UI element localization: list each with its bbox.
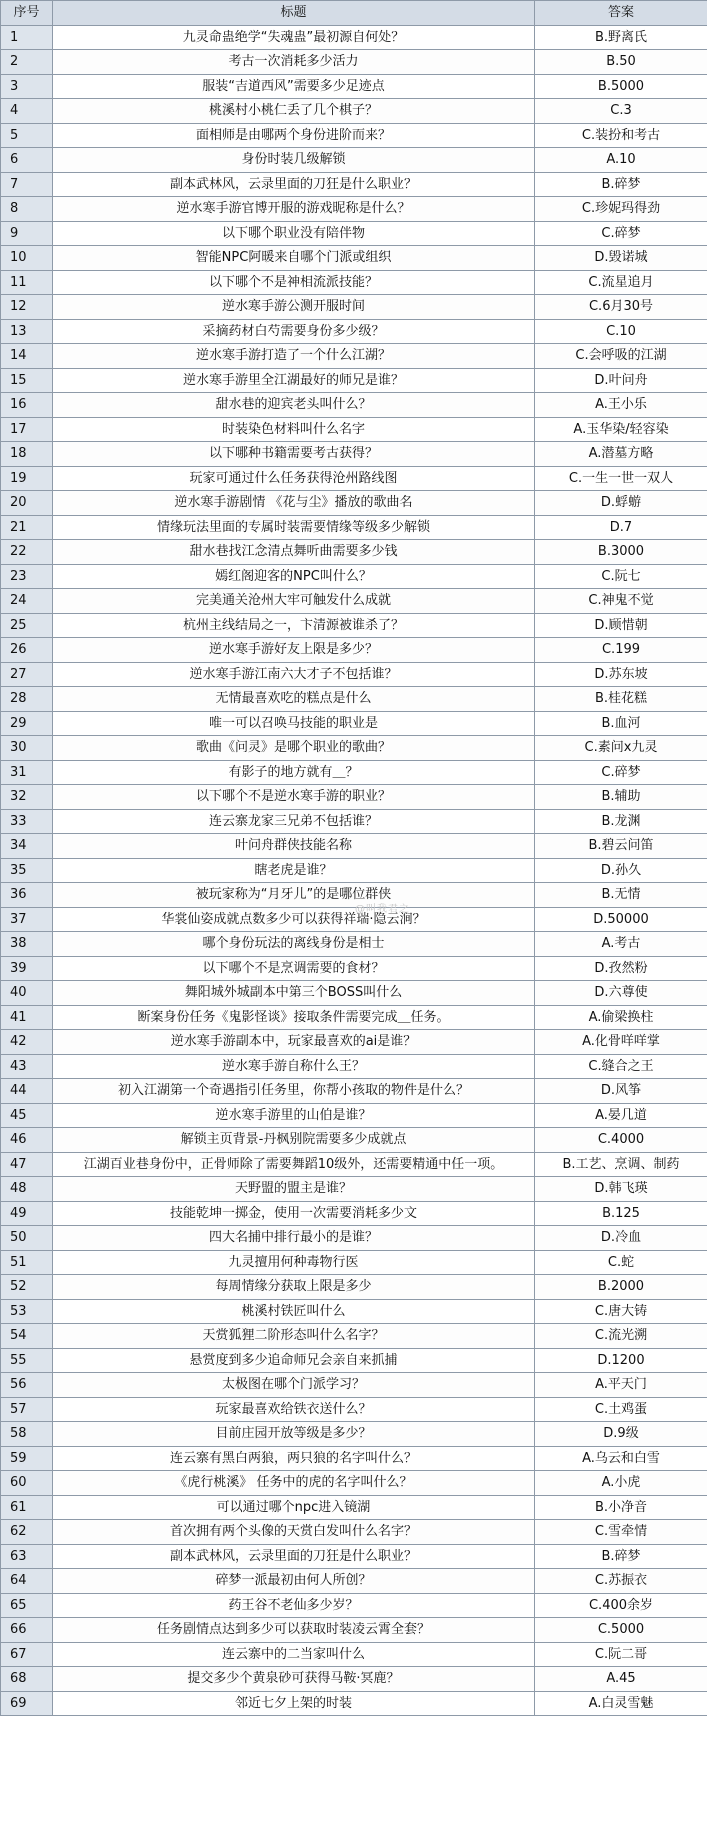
answer-cell: A.王小乐 (535, 393, 707, 418)
question-cell: 《虎行桃溪》 任务中的虎的名字叫什么？ (53, 1471, 535, 1496)
table-row (1, 858, 707, 883)
table-row (1, 1299, 707, 1324)
question-cell: 连云寨龙家三兄弟不包括谁？ (53, 809, 535, 834)
table-row (1, 907, 707, 932)
answer-cell: B.小净音 (535, 1495, 707, 1520)
row-number: 37 (1, 907, 53, 932)
table-row (1, 221, 707, 246)
table-row (1, 172, 707, 197)
answer-cell: D.苏东坡 (535, 662, 707, 687)
row-number: 59 (1, 1446, 53, 1471)
row-number: 22 (1, 540, 53, 565)
answer-cell: A.小虎 (535, 1471, 707, 1496)
answer-cell: C.阮七 (535, 564, 707, 589)
question-cell: 逆水寒手游副本中，玩家最喜欢的ai是谁？ (53, 1030, 535, 1055)
question-cell: 智能NPC阿暖来自哪个门派或组织 (53, 246, 535, 271)
row-number: 8 (1, 197, 53, 222)
answer-cell: A.偷梁换柱 (535, 1005, 707, 1030)
question-cell: 可以通过哪个npc进入镜湖 (53, 1495, 535, 1520)
question-cell: 任务剧情点达到多少可以获取时装凌云霄全套？ (53, 1618, 535, 1643)
question-cell: 杭州主线结局之一，卞清源被谁杀了？ (53, 613, 535, 638)
question-cell: 以下哪个职业没有陪伴物 (53, 221, 535, 246)
question-cell: 悬赏度到多少追命师兄会亲自来抓捕 (53, 1348, 535, 1373)
question-cell: 被玩家称为“月牙儿”的是哪位群侠 (53, 883, 535, 908)
answer-cell: A.10 (535, 148, 707, 173)
row-number: 38 (1, 932, 53, 957)
question-cell: 甜水巷找江念清点舞听曲需要多少钱 (53, 540, 535, 565)
row-number: 23 (1, 564, 53, 589)
table-row (1, 1446, 707, 1471)
table-row (1, 368, 707, 393)
row-number: 4 (1, 99, 53, 124)
row-number: 12 (1, 295, 53, 320)
question-cell: 采摘药材白芍需要身份多少级？ (53, 319, 535, 344)
table-row (1, 736, 707, 761)
row-number: 46 (1, 1128, 53, 1153)
question-cell: 首次拥有两个头像的天赏白发叫什么名字？ (53, 1520, 535, 1545)
question-cell: 桃溪村铁匠叫什么 (53, 1299, 535, 1324)
question-cell: 副本武林风，云录里面的刀狂是什么职业？ (53, 172, 535, 197)
table-row (1, 1471, 707, 1496)
row-number: 49 (1, 1201, 53, 1226)
question-cell: 太极图在哪个门派学习？ (53, 1373, 535, 1398)
table-row (1, 1593, 707, 1618)
table-row (1, 1005, 707, 1030)
row-number: 32 (1, 785, 53, 810)
row-number: 30 (1, 736, 53, 761)
table-row (1, 1495, 707, 1520)
question-cell: 每周情缘分获取上限是多少 (53, 1275, 535, 1300)
row-number: 16 (1, 393, 53, 418)
row-number: 56 (1, 1373, 53, 1398)
table-row (1, 148, 707, 173)
watermark: @叫我君之 (355, 904, 410, 915)
question-cell: 断案身份任务《鬼影怪谈》接取条件需要完成＿任务。 (53, 1005, 535, 1030)
question-cell: 有影子的地方就有＿？ (53, 760, 535, 785)
answer-cell: C.10 (535, 319, 707, 344)
answer-cell: D.冷血 (535, 1226, 707, 1251)
row-number: 69 (1, 1691, 53, 1716)
table-row (1, 1152, 707, 1177)
question-cell: 逆水寒手游好友上限是多少？ (53, 638, 535, 663)
row-number: 13 (1, 319, 53, 344)
answer-cell: A.乌云和白雪 (535, 1446, 707, 1471)
table-row (1, 246, 707, 271)
answer-cell: B.血河 (535, 711, 707, 736)
table-row (1, 981, 707, 1006)
table-body (1, 25, 707, 1716)
row-number: 39 (1, 956, 53, 981)
answer-cell: A.潜墓方略 (535, 442, 707, 467)
table-row (1, 515, 707, 540)
question-cell: 玩家可通过什么任务获得沧州路线图 (53, 466, 535, 491)
question-cell: 九灵擅用何种毒物行医 (53, 1250, 535, 1275)
row-number: 34 (1, 834, 53, 859)
question-cell: 华裳仙姿成就点数多少可以获得祥瑞·隐云涧？ (53, 907, 535, 932)
answer-cell: C.蛇 (535, 1250, 707, 1275)
row-number: 53 (1, 1299, 53, 1324)
answer-cell: D.1200 (535, 1348, 707, 1373)
table-row (1, 1569, 707, 1594)
table-row (1, 1520, 707, 1545)
answer-cell: D.9级 (535, 1422, 707, 1447)
answer-cell: A.晏几道 (535, 1103, 707, 1128)
table-row (1, 564, 707, 589)
question-cell: 逆水寒手游官博开服的游戏昵称是什么？ (53, 197, 535, 222)
table-row (1, 491, 707, 516)
table-row (1, 197, 707, 222)
row-number: 29 (1, 711, 53, 736)
question-cell: 玩家最喜欢给铁衣送什么？ (53, 1397, 535, 1422)
answer-cell: C.会呼吸的江湖 (535, 344, 707, 369)
table-row (1, 393, 707, 418)
question-cell: 九灵命蛊绝学“失魂蛊”最初源自何处？ (53, 25, 535, 50)
question-cell: 以下哪个不是逆水寒手游的职业？ (53, 785, 535, 810)
table-row (1, 295, 707, 320)
answer-cell: A.玉华染/轻容染 (535, 417, 707, 442)
table-row (1, 123, 707, 148)
row-number: 62 (1, 1520, 53, 1545)
answer-cell: D.叶问舟 (535, 368, 707, 393)
table-row (1, 319, 707, 344)
question-cell: 邻近七夕上架的时装 (53, 1691, 535, 1716)
row-number: 61 (1, 1495, 53, 1520)
table-row (1, 99, 707, 124)
answer-cell: C.装扮和考古 (535, 123, 707, 148)
row-number: 57 (1, 1397, 53, 1422)
question-cell: 连云寨有黑白两狼，两只狼的名字叫什么？ (53, 1446, 535, 1471)
answer-cell: C.素问x九灵 (535, 736, 707, 761)
table-row (1, 50, 707, 75)
answer-cell: B.无情 (535, 883, 707, 908)
question-cell: 唯一可以召唤马技能的职业是 (53, 711, 535, 736)
table-row (1, 74, 707, 99)
row-number: 36 (1, 883, 53, 908)
question-cell: 歌曲《问灵》是哪个职业的歌曲？ (53, 736, 535, 761)
question-cell: 服装“吉道西风”需要多少足迹点 (53, 74, 535, 99)
row-number: 43 (1, 1054, 53, 1079)
table-row (1, 25, 707, 50)
table-row (1, 1397, 707, 1422)
row-number: 9 (1, 221, 53, 246)
answer-cell: C.唐大铸 (535, 1299, 707, 1324)
question-cell: 以下哪个不是烹调需要的食材？ (53, 956, 535, 981)
answer-cell: B.50 (535, 50, 707, 75)
question-cell: 药王谷不老仙多少岁？ (53, 1593, 535, 1618)
row-number: 35 (1, 858, 53, 883)
row-number: 28 (1, 687, 53, 712)
question-cell: 逆水寒手游里的山伯是谁？ (53, 1103, 535, 1128)
row-number: 48 (1, 1177, 53, 1202)
table-row (1, 344, 707, 369)
answer-cell: C.6月30号 (535, 295, 707, 320)
question-cell: 逆水寒手游自称什么王？ (53, 1054, 535, 1079)
answer-cell: C.神鬼不觉 (535, 589, 707, 614)
answer-cell: C.一生一世一双人 (535, 466, 707, 491)
answer-cell: C.3 (535, 99, 707, 124)
header-title: 标题 (53, 1, 535, 26)
row-number: 10 (1, 246, 53, 271)
answer-cell: B.碎梦 (535, 172, 707, 197)
answer-cell: C.199 (535, 638, 707, 663)
table-row (1, 1373, 707, 1398)
header-answer: 答案 (535, 1, 707, 26)
table-row (1, 1054, 707, 1079)
question-cell: 技能乾坤一掷金，使用一次需要消耗多少文 (53, 1201, 535, 1226)
table-row (1, 1128, 707, 1153)
table-row (1, 1642, 707, 1667)
answer-cell: B.野离氏 (535, 25, 707, 50)
answer-cell: C.400余岁 (535, 1593, 707, 1618)
question-cell: 舞阳城外城副本中第三个BOSS叫什么 (53, 981, 535, 1006)
question-cell: 天赏狐狸二阶形态叫什么名字？ (53, 1324, 535, 1349)
question-cell: 天野盟的盟主是谁？ (53, 1177, 535, 1202)
table-row (1, 1177, 707, 1202)
answer-cell: D.顾惜朝 (535, 613, 707, 638)
question-cell: 四大名捕中排行最小的是谁？ (53, 1226, 535, 1251)
row-number: 50 (1, 1226, 53, 1251)
table-row (1, 687, 707, 712)
question-cell: 瞎老虎是谁？ (53, 858, 535, 883)
answer-cell: C.流星追月 (535, 270, 707, 295)
row-number: 7 (1, 172, 53, 197)
row-number: 1 (1, 25, 53, 50)
answer-cell: B.125 (535, 1201, 707, 1226)
question-cell: 逆水寒手游打造了一个什么江湖？ (53, 344, 535, 369)
question-cell: 副本武林风，云录里面的刀狂是什么职业？ (53, 1544, 535, 1569)
row-number: 51 (1, 1250, 53, 1275)
row-number: 58 (1, 1422, 53, 1447)
question-cell: 碎梦一派最初由何人所创？ (53, 1569, 535, 1594)
question-cell: 考古一次消耗多少活力 (53, 50, 535, 75)
table-row (1, 417, 707, 442)
answer-cell: C.珍妮玛得劲 (535, 197, 707, 222)
answer-cell: B.龙渊 (535, 809, 707, 834)
question-cell: 桃溪村小桃仁丢了几个棋子？ (53, 99, 535, 124)
table-row (1, 466, 707, 491)
table-row (1, 1250, 707, 1275)
table-row (1, 1422, 707, 1447)
answer-cell: B.3000 (535, 540, 707, 565)
row-number: 21 (1, 515, 53, 540)
row-number: 24 (1, 589, 53, 614)
table-row (1, 613, 707, 638)
question-cell: 初入江湖第一个奇遇指引任务里，你帮小孩取的物件是什么？ (53, 1079, 535, 1104)
row-number: 68 (1, 1667, 53, 1692)
row-number: 63 (1, 1544, 53, 1569)
table-row (1, 883, 707, 908)
table-row (1, 540, 707, 565)
answer-cell: A.45 (535, 1667, 707, 1692)
question-cell: 江湖百业巷身份中，正骨师除了需要舞蹈10级外，还需要精通中任一项。 (53, 1152, 535, 1177)
row-number: 15 (1, 368, 53, 393)
answer-cell: B.桂花糕 (535, 687, 707, 712)
answer-cell: D.六尊使 (535, 981, 707, 1006)
question-cell: 无情最喜欢吃的糕点是什么 (53, 687, 535, 712)
answer-cell: B.5000 (535, 74, 707, 99)
answer-cell: A.化骨咩咩掌 (535, 1030, 707, 1055)
table-row (1, 1618, 707, 1643)
question-cell: 叶问舟群侠技能名称 (53, 834, 535, 859)
row-number: 67 (1, 1642, 53, 1667)
row-number: 5 (1, 123, 53, 148)
row-number: 47 (1, 1152, 53, 1177)
table-row (1, 760, 707, 785)
answer-cell: C.流光溯 (535, 1324, 707, 1349)
row-number: 41 (1, 1005, 53, 1030)
answer-cell: C.碎梦 (535, 760, 707, 785)
answer-cell: B.碎梦 (535, 1544, 707, 1569)
table-row (1, 270, 707, 295)
question-cell: 目前庄园开放等级是多少？ (53, 1422, 535, 1447)
row-number: 33 (1, 809, 53, 834)
table-row (1, 956, 707, 981)
row-number: 65 (1, 1593, 53, 1618)
question-cell: 身份时装几级解锁 (53, 148, 535, 173)
answer-cell: A.白灵雪魅 (535, 1691, 707, 1716)
row-number: 64 (1, 1569, 53, 1594)
question-cell: 以下哪个不是神相流派技能？ (53, 270, 535, 295)
question-cell: 以下哪种书籍需要考古获得？ (53, 442, 535, 467)
answer-cell: D.50000 (535, 907, 707, 932)
question-cell: 提交多少个黄泉砂可获得马鞍·冥鹿？ (53, 1667, 535, 1692)
table-row (1, 711, 707, 736)
row-number: 2 (1, 50, 53, 75)
table-row (1, 1324, 707, 1349)
answer-cell: D.毁诺城 (535, 246, 707, 271)
answer-cell: C.碎梦 (535, 221, 707, 246)
table-row (1, 1544, 707, 1569)
answer-cell: C.阮二哥 (535, 1642, 707, 1667)
answer-cell: D.风筝 (535, 1079, 707, 1104)
table-row (1, 662, 707, 687)
answer-cell: B.工艺、烹调、制药 (535, 1152, 707, 1177)
table-row (1, 589, 707, 614)
question-cell: 时装染色材料叫什么名字 (53, 417, 535, 442)
answer-cell: C.5000 (535, 1618, 707, 1643)
answer-cell: C.土鸡蛋 (535, 1397, 707, 1422)
table-row (1, 834, 707, 859)
table-row (1, 1079, 707, 1104)
question-cell: 甜水巷的迎宾老头叫什么？ (53, 393, 535, 418)
question-cell: 解锁主页背景-丹枫别院需要多少成就点 (53, 1128, 535, 1153)
row-number: 27 (1, 662, 53, 687)
row-number: 14 (1, 344, 53, 369)
row-number: 26 (1, 638, 53, 663)
question-cell: 嫣红阁迎客的NPC叫什么？ (53, 564, 535, 589)
table-row (1, 809, 707, 834)
table-row (1, 1226, 707, 1251)
answer-cell: B.2000 (535, 1275, 707, 1300)
row-number: 54 (1, 1324, 53, 1349)
answer-cell: D.孙久 (535, 858, 707, 883)
row-number: 17 (1, 417, 53, 442)
row-number: 44 (1, 1079, 53, 1104)
row-number: 11 (1, 270, 53, 295)
answer-cell: B.辅助 (535, 785, 707, 810)
question-cell: 逆水寒手游江南六大才子不包括谁？ (53, 662, 535, 687)
row-number: 25 (1, 613, 53, 638)
row-number: 19 (1, 466, 53, 491)
table-row (1, 442, 707, 467)
row-number: 66 (1, 1618, 53, 1643)
answer-cell: A.考古 (535, 932, 707, 957)
answer-cell: D.韩飞瑛 (535, 1177, 707, 1202)
question-cell: 情缘玩法里面的专属时装需要情缘等级多少解锁 (53, 515, 535, 540)
row-number: 60 (1, 1471, 53, 1496)
question-cell: 完美通关沧州大牢可触发什么成就 (53, 589, 535, 614)
table-row (1, 1348, 707, 1373)
row-number: 3 (1, 74, 53, 99)
answer-cell: C.雪牵情 (535, 1520, 707, 1545)
row-number: 55 (1, 1348, 53, 1373)
table-row (1, 1103, 707, 1128)
answer-cell: D.蜉蝣 (535, 491, 707, 516)
row-number: 6 (1, 148, 53, 173)
question-cell: 逆水寒手游剧情 《花与尘》播放的歌曲名 (53, 491, 535, 516)
table-row (1, 1030, 707, 1055)
table-row (1, 932, 707, 957)
answer-cell: C.苏振衣 (535, 1569, 707, 1594)
table-row (1, 1667, 707, 1692)
table-row (1, 785, 707, 810)
answer-cell: C.缝合之王 (535, 1054, 707, 1079)
answer-cell: A.平天门 (535, 1373, 707, 1398)
table-header-row (1, 1, 707, 26)
row-number: 20 (1, 491, 53, 516)
question-cell: 逆水寒手游里全江湖最好的师兄是谁？ (53, 368, 535, 393)
row-number: 40 (1, 981, 53, 1006)
table-row (1, 1691, 707, 1716)
table-row (1, 1275, 707, 1300)
row-number: 18 (1, 442, 53, 467)
table-row (1, 638, 707, 663)
header-number: 序号 (1, 1, 53, 26)
answer-cell: D.孜然粉 (535, 956, 707, 981)
row-number: 31 (1, 760, 53, 785)
answer-cell: C.4000 (535, 1128, 707, 1153)
question-cell: 逆水寒手游公测开服时间 (53, 295, 535, 320)
row-number: 42 (1, 1030, 53, 1055)
row-number: 52 (1, 1275, 53, 1300)
answer-cell: B.碧云问笛 (535, 834, 707, 859)
question-cell: 面相师是由哪两个身份进阶而来？ (53, 123, 535, 148)
row-number: 45 (1, 1103, 53, 1128)
table-row (1, 1201, 707, 1226)
question-cell: 哪个身份玩法的离线身份是相士 (53, 932, 535, 957)
answer-cell: D.7 (535, 515, 707, 540)
question-cell: 连云寨中的二当家叫什么 (53, 1642, 535, 1667)
